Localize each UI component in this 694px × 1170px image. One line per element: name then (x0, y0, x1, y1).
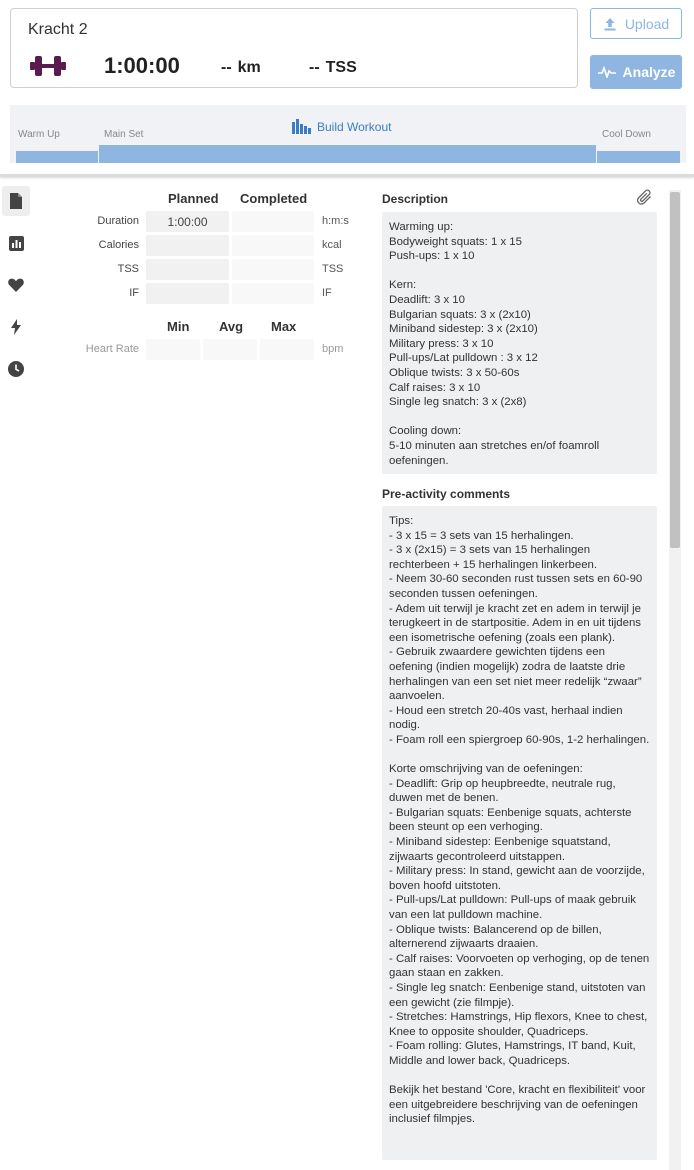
calories-label: Calories (98, 239, 139, 251)
if-planned-field[interactable] (146, 283, 229, 304)
description-title: Description (382, 192, 449, 206)
workout-tss (309, 59, 357, 77)
section-divider (0, 174, 694, 177)
distance-value: -- (221, 59, 232, 76)
if-label: IF (129, 287, 139, 299)
planned-header: Planned (168, 191, 219, 206)
heart-rate-min-field[interactable] (146, 339, 200, 360)
duration-label: Duration (97, 215, 139, 227)
distance-unit: km (237, 59, 261, 76)
pre-activity-comments-title: Pre-activity comments (382, 487, 511, 501)
warm-up-bar[interactable] (16, 151, 98, 163)
tss-row-unit: TSS (322, 263, 344, 275)
sidebar-item-time[interactable] (0, 354, 32, 384)
avg-header: Avg (219, 319, 244, 334)
upload-label: Upload (624, 15, 670, 32)
tss-completed-field[interactable] (232, 259, 314, 280)
tss-planned-field[interactable] (146, 259, 229, 280)
upload-icon (603, 17, 617, 31)
pre-activity-comments-text[interactable]: Tips: - 3 x 15 = 3 sets van 15 herhalingen. - 3 x (2x15) = 3 sets van 15 herhalingen rechterbeen + 15 herhalingen linkerbeen. - Neem 30-60 seconden rust tussen sets en 60-90 seconden tussen oefeningen. - Adem uit terwijl je kracht zet en adem in terwijl je terugkeert in de startpositie. Adem in en uit tijdens een isometrische oefening (zoals een plank). - Gebruik zwaardere gewichten tijdens een oefening (indien mogelijk) zodra de laatste drie herhalingen van een set niet meer redelijk “zwaar” aanvoelen. - Houd een stretch 20-40s vast, herhaal indien nodig. - Foam roll een spiergroep 60-90s, 1-2 herhalingen. Korte omschrijving van de oefeningen: - Deadlift: Grip op heupbreedte, neutrale rug, duwen met de benen. - Bulgarian squats: Eenbenige squats, achterste been steunt op een verhoging. - Miniband sidestep: Eenbenige squatstand, zijwaarts gecontroleerd uitstappen. - Military press: In stand, gewicht aan de voorzijde, boven hoofd uitstoten. - Pull-ups/Lat pulldown: Pull-ups of maak gebruik van een lat pulldown machine. - Oblique twists: Balancerend op de billen, alternerend zijwaarts draaien. - Calf raises: Voorvoeten op verhoging, op de tenen gaan staan en zakken. - Single leg snatch: Eenbenige stand, uitstoten van een gewicht (zie filmpje). - Stretches: Hamstrings, Hip flexors, Knee to chest, Knee to opposite shoulder, Quadriceps. - Foam rolling: Glutes, Hamstrings, IT band, Kuit, Middle and lower back, Quadriceps. Bekijk het bestand 'Core, kracht en flexibiliteit' voor een uitgebreidere beschrijving van de oefeningen inclusief filmpjes. (382, 506, 657, 1160)
workout-title[interactable]: Kracht 2 (28, 21, 88, 38)
dumbbell-icon (28, 53, 68, 79)
workout-summary-card (10, 8, 578, 88)
main-set-label: Main Set (104, 129, 144, 140)
scrollbar-thumb[interactable] (670, 192, 680, 548)
min-header: Min (167, 319, 190, 334)
pulse-icon (597, 66, 617, 78)
workout-duration: 1:00:00 (104, 53, 180, 78)
max-header: Max (271, 319, 297, 334)
duration-completed-field[interactable] (232, 211, 314, 232)
calories-planned-field[interactable] (146, 235, 229, 256)
if-completed-field[interactable] (232, 283, 314, 304)
description-text[interactable]: Warming up: Bodyweight squats: 1 x 15 Push-ups: 1 x 10 Kern: Deadlift: 3 x 10 Bulgarian squats: 3 x (2x10) Miniband sidestep: 3 x (2x10) Military press: 3 x 10 Pull-ups/Lat pulldown : 3 x 12 Oblique twists: 3 x 50-60s Calf raises: 3 x 10 Single leg snatch: 3 x (2x8) Cooling down: 5-10 minuten aan stretches en/of foamroll oefeningen. (382, 212, 657, 474)
workout-distance (221, 59, 261, 77)
warm-up-label: Warm Up (18, 129, 60, 140)
analyze-label: Analyze (622, 64, 676, 80)
document-icon (9, 193, 23, 209)
completed-header: Completed (240, 191, 308, 206)
heart-rate-label: Heart Rate (85, 343, 139, 355)
upload-button[interactable] (590, 8, 682, 39)
workout-builder[interactable] (10, 105, 686, 163)
tss-value: -- (309, 59, 320, 76)
if-unit: IF (322, 287, 332, 299)
sidebar-item-summary[interactable] (2, 186, 30, 216)
heart-rate-avg-field[interactable] (203, 339, 257, 360)
bar-chart-icon (292, 119, 311, 134)
analyze-button[interactable] (590, 55, 682, 89)
tss-unit: TSS (325, 59, 357, 76)
build-workout-button[interactable] (292, 119, 391, 134)
heart-rate-max-field[interactable] (260, 339, 314, 360)
heart-rate-unit: bpm (322, 343, 344, 355)
build-workout-label: Build Workout (317, 120, 392, 134)
calories-unit: kcal (322, 239, 342, 251)
duration-planned-field[interactable]: 1:00:00 (146, 211, 229, 232)
duration-unit: h:m:s (322, 215, 349, 227)
lightning-icon (11, 319, 21, 335)
sidebar-item-power[interactable] (0, 312, 32, 342)
cool-down-label: Cool Down (602, 129, 651, 140)
tss-label: TSS (117, 263, 139, 275)
clock-icon (8, 361, 24, 377)
calories-completed-field[interactable] (232, 235, 314, 256)
paperclip-icon[interactable] (637, 189, 653, 206)
cool-down-bar[interactable] (597, 151, 680, 163)
main-set-bar[interactable] (99, 145, 596, 163)
